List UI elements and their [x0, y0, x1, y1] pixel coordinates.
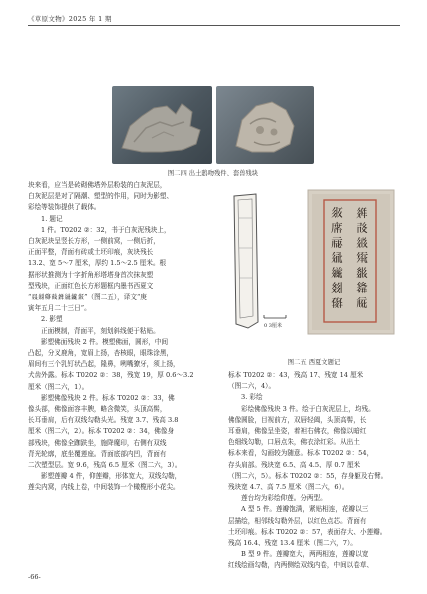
- text-line: 13.2、宽 5～7 厘米，厚约 1.5～2.5 厘米。根: [28, 259, 167, 268]
- text-line: 二次塑型层。宽 9.6，残高 6.5 厘米（图二六，3）。: [28, 461, 182, 470]
- text-line: 影塑莲瓣 4 件，仰莲瓣，形体宽大，双线勾勒，: [41, 472, 182, 481]
- text-line: “𘄴𗾔𗱈𗰗𗤶𗣼𗫂𗼇”（图二五），译文“庚: [28, 293, 147, 302]
- text-line: 背光轮廓，底坐覆莲座。背面底部内凹，背面有: [28, 449, 167, 458]
- text-line: 标本 T0202 ②：43，残高 17、残宽 14 厘米: [228, 371, 364, 379]
- figure-25-image: [228, 188, 400, 338]
- inscription-column-left: 𗼇𘟙𗄊𗣼𗫂𗾔𗱈: [330, 206, 343, 310]
- text-line: 块来看，应当是砖砌佛塔外层粉装的白灰泥层，: [28, 181, 167, 189]
- text-line: 厘米（图二六，1）。: [28, 382, 89, 391]
- text-line: 部残块，佛像全跏趺坐，施降魔印，右侧有双线: [28, 438, 167, 447]
- text-line: 1 件。T0202 ②：32，书于白灰泥残块上，: [41, 225, 171, 234]
- figure-25: [228, 188, 400, 354]
- text-line: 犬齿外露。标本 T0202 ②：38，残宽 19，厚 0.6～3.2: [28, 371, 194, 380]
- text-line: 正面平整，背面有砖或土坯印痕，灰块残长: [28, 248, 154, 257]
- text-line: 土坯印痕。标本 T0202 ②：57，表面存大、小莲瓣。: [228, 527, 387, 536]
- text-line: 莲台均为彩绘仰莲。分两型。: [241, 494, 327, 503]
- text-line: 白灰泥块呈竖长方形，一侧前窝，一侧后折，: [28, 237, 160, 246]
- text-line: 凸起，分叉鹿角，宽眉上扬，杏核眼，眼珠涂黑，: [28, 349, 174, 358]
- text-line: 标本来看，勾画较为随意。标本 T0202 ②：54，: [228, 449, 374, 458]
- scale-label: 0 3厘米: [264, 323, 282, 329]
- figure-25-caption: 图二五 西夏文题记: [287, 359, 341, 366]
- text-line: （图二六，4）。: [228, 382, 276, 391]
- text-line: 眉间有三个乳钉状凸起，隆鼻，咧嘴獠牙，须上扬，: [28, 360, 180, 369]
- section-heading-painting: 3. 彩绘: [241, 393, 263, 402]
- text-line: 层描绘，相邻线勾勒外层，以红色点芯。背面有: [228, 516, 367, 525]
- text-line: 白灰泥层是对了隔潮、塑型的作用，同时为影塑、: [28, 192, 174, 201]
- text-line: 寅年五月二十三日”。: [28, 304, 91, 313]
- right-text-column: [228, 370, 400, 572]
- text-line: 正面模制，背面平，刻划斜线便于粘贴。: [41, 326, 160, 335]
- header-rule: [28, 25, 400, 26]
- taoshou-fragment-image: [216, 86, 314, 164]
- left-text-column: [28, 180, 218, 494]
- section-heading-inscription: 1. 题记: [41, 214, 63, 223]
- section-heading-relief: 2. 影塑: [41, 315, 63, 324]
- figure-24-photo-chiwen: [112, 86, 212, 164]
- text-line: 长耳垂肩，后有双线勾勒头光。残宽 3.7、残高 3.8: [28, 416, 179, 425]
- inscription-column-right: 𗤶𗰗𗤻𗋕𘔼𗌮𗏁: [355, 206, 368, 310]
- text-line: A 型 5 件。莲瓣饱满，紧贴相连，花瓣以三: [241, 505, 369, 514]
- figure-24-photo-taoshou: [216, 86, 314, 164]
- text-line: 影塑佛面残块 2 件。模塑佛面，圆形，中间: [41, 337, 169, 346]
- text-line: 彩绘等装饰提供了载体。: [28, 203, 101, 212]
- text-line: 型残块，正面红色长方形题框内墨书西夏文: [28, 281, 154, 290]
- text-line: 红线绘画勾勒，内两侧绘双线内卷，中间以卷草、: [228, 561, 374, 570]
- text-line: 影塑佛像残块 2 件。标本 T0202 ②：33，佛: [41, 393, 175, 402]
- text-line: 佛像圆脸，目视前方，双唇轻阖，头顶高髻，长: [228, 415, 367, 424]
- text-line: 色细线勾勒，口唇点朱，佛衣涂红彩。从出土: [228, 438, 360, 447]
- text-line: 耳垂肩，佛像呈坐姿，着袒右佛衣，佛像以暗红: [228, 427, 367, 436]
- figure-24-caption: 图二四 出土鸱吻残件、套兽残块: [167, 170, 259, 177]
- text-line: 据形状推测为十字折角形塔塔身首次抹灰塑: [28, 270, 154, 279]
- page-number: -66-: [28, 573, 41, 581]
- text-line: 存头肩部。残块宽 6.5、高 4.5、厚 0.7 厘米: [228, 460, 361, 469]
- running-header: 《草原文物》2025 年 1 期: [28, 15, 112, 23]
- text-line: B 型 9 件。莲瓣宽大，两两相连，莲瓣以宽: [241, 550, 369, 559]
- text-line: 厘米（图二六，2）。标本 T0202 ②：34，佛像身: [28, 427, 175, 436]
- text-line: 莲尖内窝，内线上卷，中间装饰一个橄榄形小花尖。: [28, 483, 180, 492]
- text-line: 残块宽 4.7、高 7.5 厘米（图二六，6）。: [228, 483, 349, 492]
- text-line: 彩绘佛像残块 3 件。绘于白灰泥层上，均残。: [241, 404, 375, 413]
- text-line: （图二六，5）。标本 T0202 ②：55，存身躯及右臂。: [228, 471, 388, 480]
- chiwen-fragment-image: [112, 86, 212, 164]
- text-line: 残高 16.4、残宽 13.4 厘米（图二六，7）。: [228, 539, 357, 548]
- text-line: 像头部，佛像面容丰腴，略含微笑，头顶高髻，: [28, 405, 167, 414]
